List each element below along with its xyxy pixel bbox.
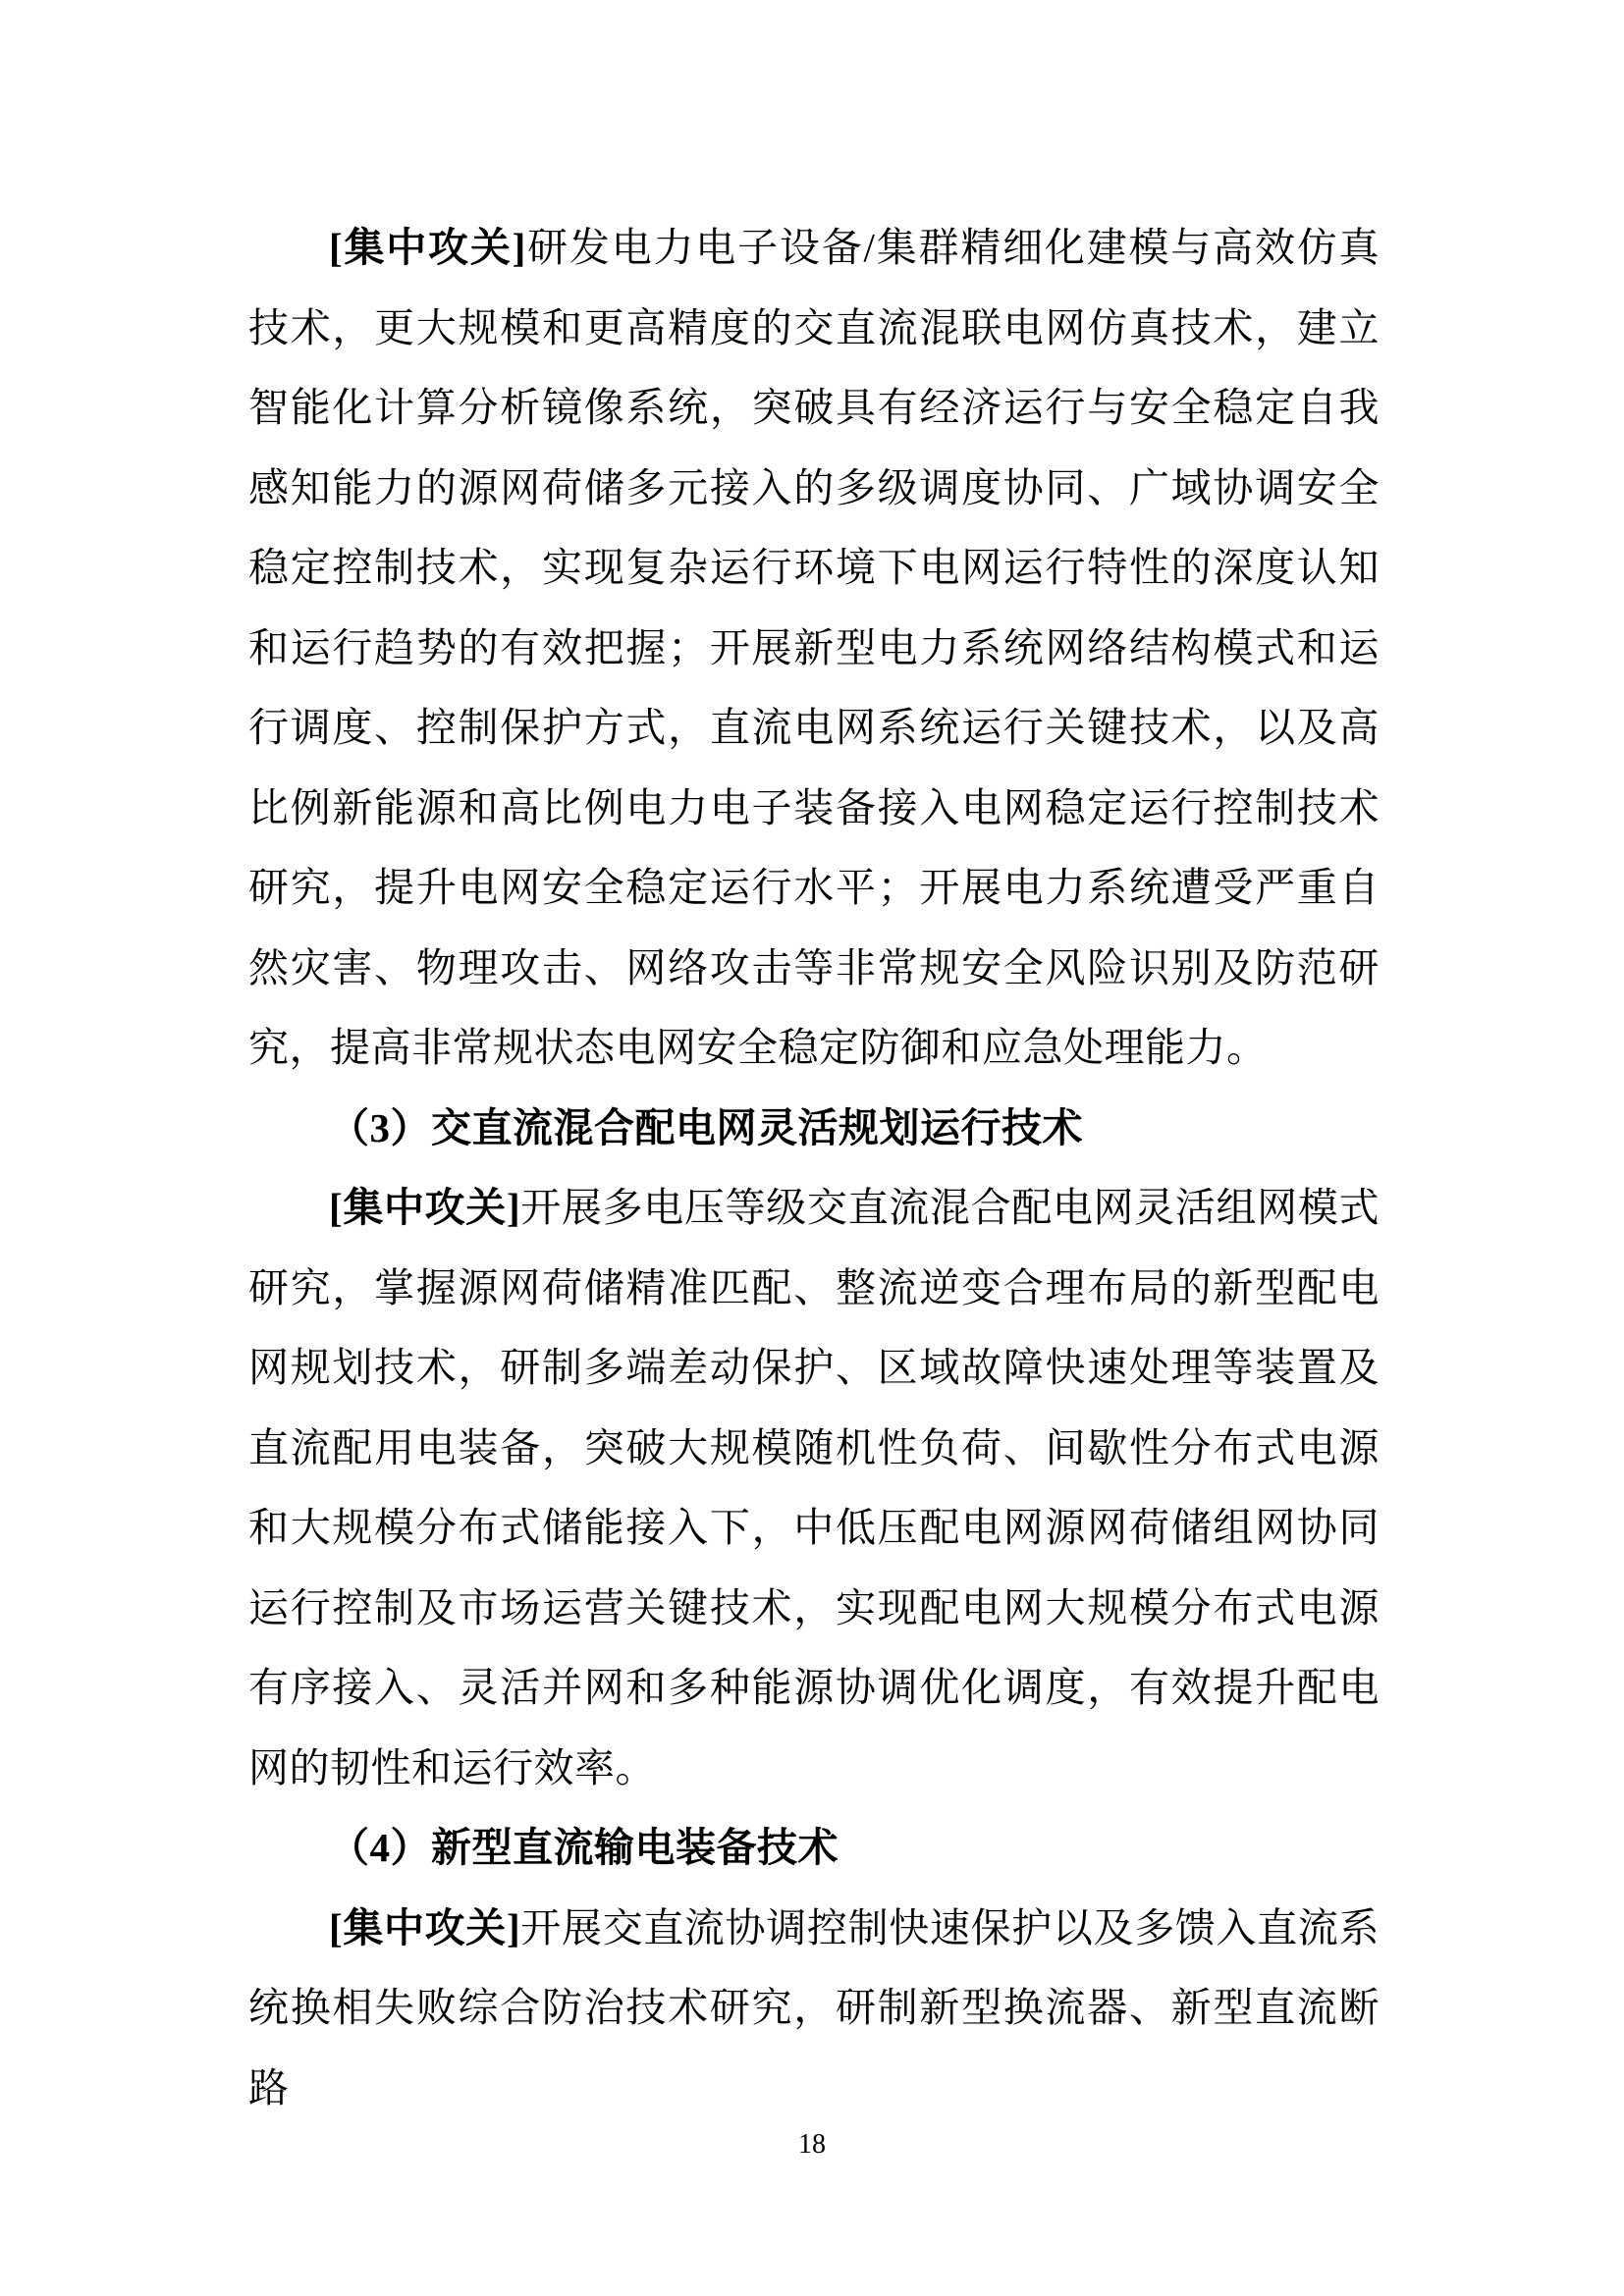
section-heading-4: （4）新型直流输电装备技术	[329, 1825, 839, 1870]
key-task-tag: [集中攻关]	[329, 1185, 521, 1230]
page-number: 18	[798, 2129, 826, 2160]
document-content	[248, 208, 1380, 2128]
paragraph-text: 开展交直流协调控制快速保护以及多馈入直流系统换相失败综合防治技术研究，研制新型换流器、新型直流断路	[248, 1904, 1380, 2110]
key-task-tag: [集中攻关]	[329, 1904, 521, 1950]
paragraph-text: 开展多电压等级交直流混合配电网灵活组网模式研究，掌握源网荷储精准匹配、整流逆变合理布局的新型配电网规划技术，研制多端差动保护、区域故障快速处理等装置及直流配用电装备，突破大规模随机性负荷、间歇性分布式电源和大规模分布式储能接入下，中低压配电网源网荷储组网协同运行控制及市场运营关键技术，实现配电网大规模分布式电源有序接入、灵活并网和多种能源协调优化调度，有效提升配电网的韧性和运行效率。	[248, 1185, 1380, 1790]
paragraph-key-task-4	[248, 1889, 1380, 2129]
section-heading-3: （3）交直流混合配电网灵活规划运行技术	[329, 1104, 1083, 1150]
key-task-tag: [集中攻关]	[329, 225, 526, 270]
paragraph-text: 研发电力电子设备/集群精细化建模与高效仿真技术，更大规模和更高精度的交直流混联电网仿真技术，建立智能化计算分析镜像系统，突破具有经济运行与安全稳定自我感知能力的源网荷储多元接入的多级调度协同、广域协调安全稳定控制技术，实现复杂运行环境下电网运行特性的深度认知和运行趋势的有效把握；开展新型电力系统网络结构模式和运行调度、控制保护方式，直流电网系统运行关键技术，以及高比例新能源和高比例电力电子装备接入电网稳定运行控制技术研究，提升电网安全稳定运行水平；开展电力系统遭受严重自然灾害、物理攻击、网络攻击等非常规安全风险识别及防范研究，提高非常规状态电网安全稳定防御和应急处理能力。	[248, 225, 1380, 1070]
paragraph-key-task-3	[248, 1168, 1380, 1808]
paragraph-key-task-2	[248, 208, 1380, 1089]
